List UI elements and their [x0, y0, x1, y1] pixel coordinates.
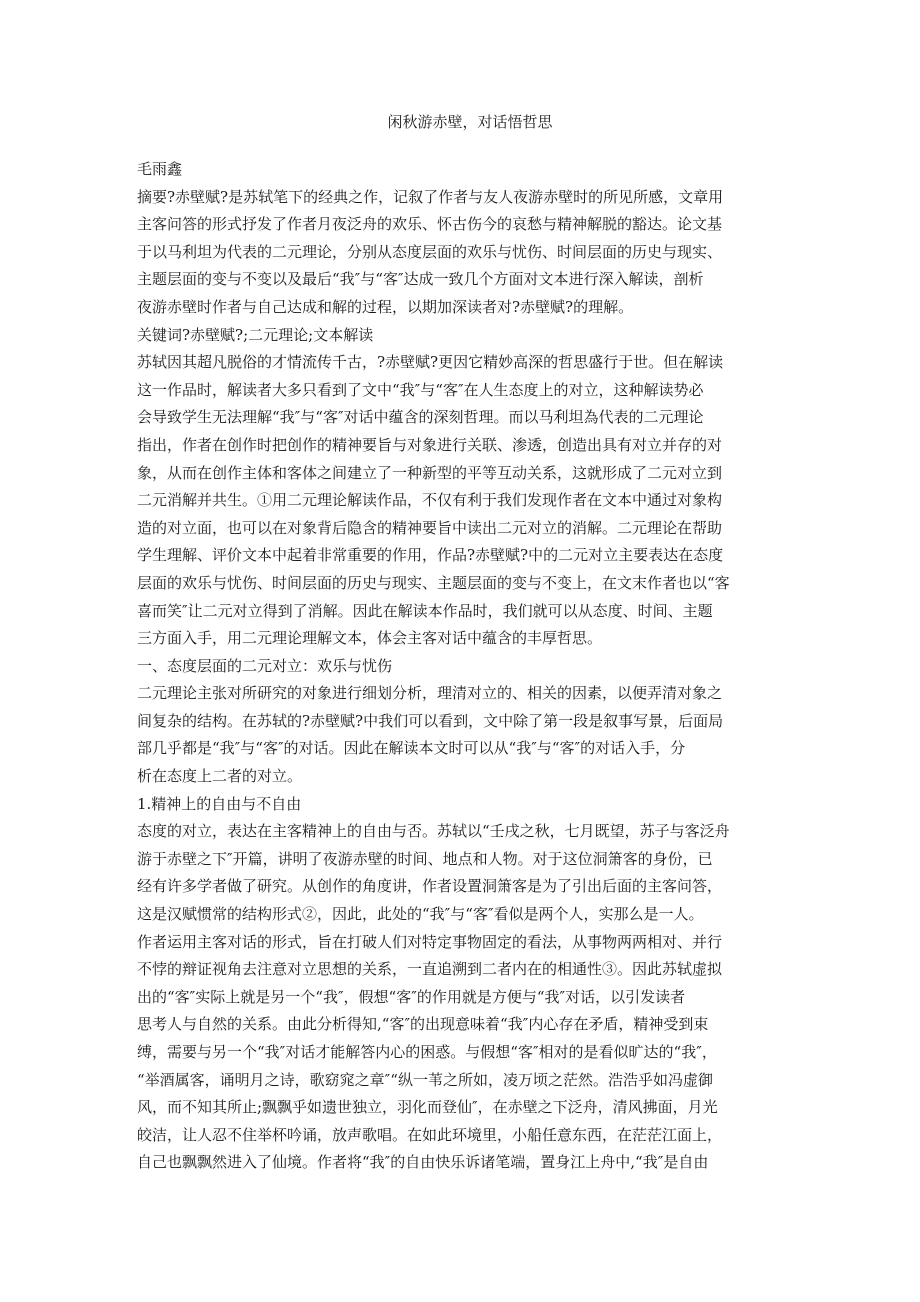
subsection-heading: 1.精神上的自由与不自由 — [137, 794, 302, 813]
document-page — [137, 112, 787, 1177]
body-line: 不悖的辩证视角去注意对立思想的关系，一直追溯到二者内在的相通性③。因此苏轼虚拟 — [137, 960, 723, 979]
keywords-line: 关键词?赤壁赋?;二元理论;文本解读 — [137, 325, 374, 344]
body-line: 皎洁，让人忍不住举杯吟诵，放声歌唱。在如此环境里，小船任意东西，在茫茫江面上， — [137, 1125, 723, 1144]
abstract-line: 摘要?赤壁赋?是苏轼笔下的经典之作，记叙了作者与友人夜游赤壁时的所见所感，文章用 — [137, 187, 724, 206]
body-line: 造的对立面，也可以在对象背后隐含的精神要旨中读出二元对立的消解。二元理论在帮助 — [137, 518, 723, 537]
body-line: “举酒属客，诵明月之诗，歌窈窕之章″“纵一苇之所如，凌万顷之茫然。浩浩乎如冯虚御 — [137, 1070, 713, 1089]
body-line: 指出，作者在创作时把创作的精神要旨与对象进行关联、渗透，创造出具有对立并存的对 — [137, 435, 723, 454]
body-line: 喜而笑″让二元对立得到了消解。因此在解读本作品时，我们就可以从态度、时间、主题 — [137, 601, 713, 620]
body-line: 部几乎都是“我″与“客″的对话。因此在解读本文时可以从“我″与“客″的对话入手，分 — [137, 739, 686, 758]
body-line: 象，从而在创作主体和客体之间建立了一种新型的平等互动关系，这就形成了二元对立到 — [137, 463, 723, 482]
body-line: 作者运用主客对话的形式，旨在打破人们对特定事物固定的看法，从事物两两相对、并行 — [137, 932, 723, 951]
body-line: 二元理论主张对所研究的对象进行细划分析，理清对立的、相关的因素，以便弄清对象之 — [137, 684, 723, 703]
body-line: 学生理解、评价文本中起着非常重要的作用，作品?赤壁赋?中的二元对立主要表达在态度 — [137, 546, 724, 565]
body-line: 二元消解并共生。①用二元理论解读作品，不仅有利于我们发现作者在文本中通过对象构 — [137, 491, 723, 510]
body-line: 这一作品时，解读者大多只看到了文中“我″与“客″在人生态度上的对立，这种解读势必 — [137, 380, 704, 399]
abstract-line: 夜游赤壁时作者与自己达成和解的过程，以期加深读者对?赤壁赋?的理解。 — [137, 297, 634, 316]
body-line: 层面的欢乐与忧伤、时间层面的历史与现实、主题层面的变与不变上，在文末作者也以“客 — [137, 573, 730, 592]
body-line: 苏轼因其超凡脱俗的才情流传千古，?赤壁赋?更因它精妙高深的哲思盛行于世。但在解读 — [137, 353, 724, 372]
body-line: 自己也飘飘然进入了仙境。作者将“我″的自由快乐诉诸笔端，置身江上舟中,“我″是自由 — [137, 1153, 709, 1172]
section-heading: 一、态度层面的二元对立：欢乐与忧伤 — [137, 656, 393, 675]
body-line: 会导致学生无法理解“我″与“客″对话中蕴含的深刻哲理。而以马利坦為代表的二元理论 — [137, 408, 704, 427]
body-line: 游于赤壁之下″开篇，讲明了夜游赤壁的时间、地点和人物。对于这位洞箫客的身份，已 — [137, 849, 713, 868]
document-body — [137, 156, 787, 1177]
body-line: 出的“客″实际上就是另一个“我″，假想“客″的作用就是方便与“我″对话，以引发读者 — [137, 987, 686, 1006]
document-title: 闲秋游赤壁，对话悟哲思 — [387, 113, 553, 131]
body-line: 析在态度上二者的对立。 — [137, 767, 303, 786]
body-line: 经有许多学者做了研究。从创作的角度讲，作者设置洞箫客是为了引出后面的主客问答， — [137, 877, 723, 896]
author-line: 毛雨鑫 — [137, 160, 183, 178]
abstract-line: 于以马利坦为代表的二元理论，分别从态度层面的欢乐与忧伤、时间层面的历史与现实、 — [137, 242, 723, 261]
body-line: 思考人与自然的关系。由此分析得知,“客″的出现意味着“我″内心存在矛盾，精神受到束 — [137, 1015, 709, 1034]
body-line: 三方面入手，用二元理论理解文本，体会主客对话中蕴含的丰厚哲思。 — [137, 629, 603, 648]
body-line: 态度的对立，表达在主客精神上的自由与否。苏轼以“壬戌之秋，七月既望，苏子与客泛舟 — [137, 822, 730, 841]
body-line: 间复杂的结构。在苏轼的?赤壁赋?中我们可以看到，文中除了第一段是叙事写景，后面局 — [137, 711, 724, 730]
abstract-line: 主客问答的形式抒发了作者月夜泛舟的欢乐、怀古伤今的哀愁与精神解脱的豁达。论文基 — [137, 215, 723, 234]
body-line: 缚，需要与另一个“我″对话才能解答内心的困惑。与假想“客″相对的是看似旷达的“我″， — [137, 1043, 717, 1061]
abstract-line: 主题层面的变与不变以及最后“我″与“客″达成一致几个方面对文本进行深入解读，剖析 — [137, 270, 704, 289]
body-line: 这是汉赋惯常的结构形式②，因此，此处的“我″与“客″看似是两个人，实那么是一人。 — [137, 905, 704, 924]
body-line: 风，而不知其所止;飘飘乎如遗世独立，羽化而登仙″，在赤壁之下泛舟，清风拂面，月光 — [137, 1098, 718, 1117]
